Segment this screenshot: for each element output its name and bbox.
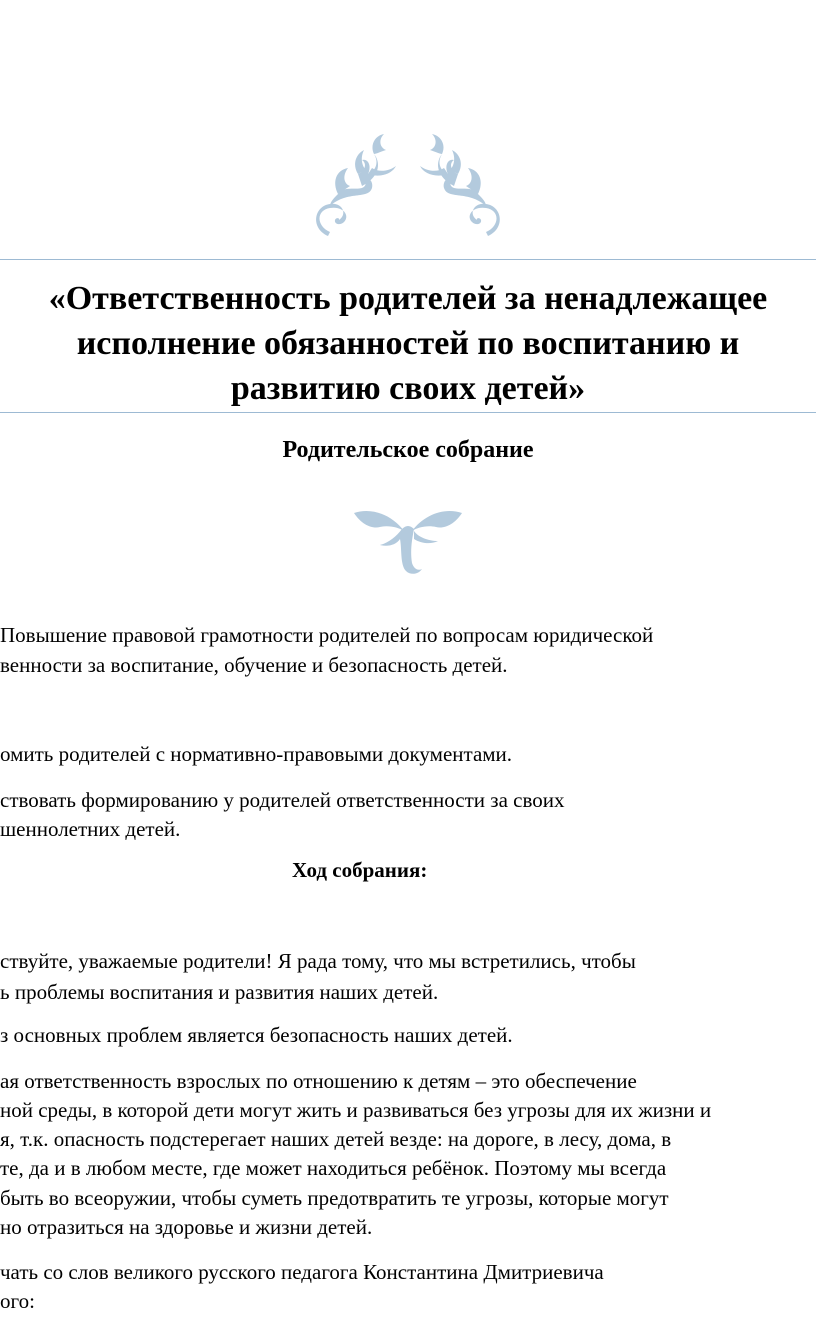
leaf-fleuron-icon: [352, 505, 464, 577]
task-2-line-1: ствовать формированию у родителей ответственности за своих: [0, 788, 565, 812]
title-line-1: «Ответственность родителей за ненадлежащее: [48, 280, 768, 317]
title-line-2: исполнение обязанностей по воспитанию и: [76, 325, 740, 362]
task-2-line-2: шеннолетних детей.: [0, 817, 181, 841]
body-p3-line-1: ая ответственность взрослых по отношению к детям – это обеспечение: [0, 1069, 637, 1093]
body-p3-line-4: те, да и в любом месте, где может находиться ребёнок. Поэтому мы всегда: [0, 1156, 667, 1180]
task-1: омить родителей с нормативно-правовыми документами.: [0, 742, 513, 766]
body-p3-line-2: ной среды, в которой дети могут жить и развиваться без угрозы для их жизни и: [0, 1098, 712, 1122]
goal-line-1: Повышение правовой грамотности родителей по вопросам юридической: [0, 623, 654, 647]
title-bottom-rule: [0, 412, 816, 413]
document-subtitle: Родительское собрание: [282, 437, 534, 463]
body-p2: з основных проблем является безопасность наших детей.: [0, 1023, 513, 1047]
progress-heading: Ход собрания:: [292, 858, 428, 882]
document-title: [0, 276, 816, 411]
body-p1-line-1: ствуйте, уважаемые родители! Я рада тому, что мы встретились, чтобы: [0, 949, 636, 973]
body-p3-line-6: но отразиться на здоровье и жизни детей.: [0, 1215, 373, 1239]
body-p4-line-2: ого:: [0, 1289, 35, 1313]
body-p3-line-5: быть во всеоружии, чтобы суметь предотвратить те угрозы, которые могут: [0, 1186, 669, 1210]
body-p3-line-3: я, т.к. опасность подстерегает наших детей везде: на дороге, в лесу, дома, в: [0, 1127, 672, 1151]
body-p1-line-2: ь проблемы воспитания и развития наших детей.: [0, 980, 439, 1004]
goal-line-2: венности за воспитание, обучение и безопасность детей.: [0, 653, 508, 677]
floral-scroll-icon: [308, 130, 508, 240]
body-p4-line-1: чать со слов великого русского педагога Константина Дмитриевича: [0, 1260, 604, 1284]
title-top-rule: [0, 259, 816, 260]
title-line-3: развитию своих детей»: [230, 370, 586, 407]
